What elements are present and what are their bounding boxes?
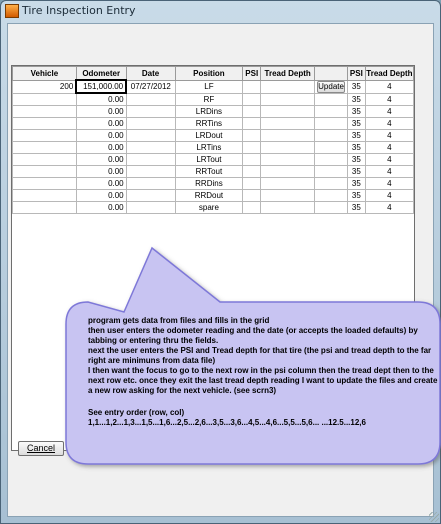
min-tread-depth-cell[interactable]: 4 (365, 105, 413, 117)
min-psi-cell[interactable]: 35 (347, 141, 365, 153)
odometer-cell[interactable]: 0.00 (76, 165, 126, 177)
odometer-cell[interactable]: 0.00 (76, 117, 126, 129)
position-cell[interactable]: LF (175, 80, 243, 93)
min-tread-depth-cell[interactable]: 4 (365, 141, 413, 153)
cancel-button[interactable]: Cancel (18, 441, 64, 456)
position-cell[interactable]: RF (175, 93, 243, 105)
position-cell[interactable]: LRDins (175, 105, 243, 117)
min-tread-depth-cell[interactable]: 4 (365, 117, 413, 129)
col-header-min-psi[interactable]: PSI (347, 67, 365, 81)
odometer-cell[interactable]: 0.00 (76, 177, 126, 189)
min-psi-cell[interactable]: 35 (347, 177, 365, 189)
callout-line: next the user enters the PSI and Tread depth for that tire (the psi and tread depth to the far right are minimuns from data file) (88, 346, 432, 365)
odometer-cell[interactable]: 0.00 (76, 93, 126, 105)
min-psi-cell[interactable]: 35 (347, 201, 365, 213)
min-psi-cell[interactable]: 35 (347, 153, 365, 165)
min-psi-cell[interactable]: 35 (347, 189, 365, 201)
min-psi-cell[interactable]: 35 (347, 105, 365, 117)
min-psi-cell[interactable]: 35 (347, 80, 365, 93)
col-header-min-tread-depth[interactable]: Tread Depth (365, 67, 413, 81)
callout-line: then user enters the odometer reading and the date (or accepts the loaded defaults) by tabbing or entering thru the fields. (88, 326, 418, 345)
position-cell[interactable]: RRDout (175, 189, 243, 201)
resize-grip-icon[interactable] (429, 512, 439, 522)
min-psi-cell[interactable]: 35 (347, 165, 365, 177)
min-tread-depth-cell[interactable]: 4 (365, 93, 413, 105)
min-tread-depth-cell[interactable]: 4 (365, 80, 413, 93)
odometer-cell[interactable]: 0.00 (76, 189, 126, 201)
position-cell[interactable]: RRDins (175, 177, 243, 189)
position-cell[interactable]: RRTins (175, 117, 243, 129)
min-psi-cell[interactable]: 35 (347, 117, 365, 129)
odometer-cell[interactable]: 0.00 (76, 129, 126, 141)
date-cell[interactable]: 07/27/2012 (126, 80, 175, 93)
window-title: Tire Inspection Entry (22, 4, 136, 17)
position-cell[interactable]: RRTout (175, 165, 243, 177)
odometer-cell[interactable]: 0.00 (76, 105, 126, 117)
min-tread-depth-cell[interactable]: 4 (365, 201, 413, 213)
odometer-cell[interactable]: 0.00 (76, 141, 126, 153)
min-tread-depth-cell[interactable]: 4 (365, 129, 413, 141)
min-tread-depth-cell[interactable]: 4 (365, 189, 413, 201)
callout-line: I then want the focus to go to the next row in the psi column then the tread dept then to the next row etc. once they exit the last tread depth reading I want to update the files and create a new row asking for the next vehicle. (see scrn3) (88, 366, 438, 395)
min-tread-depth-cell[interactable]: 4 (365, 153, 413, 165)
min-psi-cell[interactable]: 35 (347, 129, 365, 141)
entry-order-title: See entry order (row, col) (88, 408, 185, 417)
callout-line: program gets data from files and fills in the grid (88, 316, 270, 325)
position-cell[interactable]: LRTout (175, 153, 243, 165)
min-psi-cell[interactable]: 35 (347, 93, 365, 105)
col-header-date[interactable]: Date (126, 67, 175, 81)
col-header-position[interactable]: Position (175, 67, 243, 81)
col-header-vehicle[interactable]: Vehicle (13, 67, 77, 81)
callout-text (88, 316, 441, 428)
position-cell[interactable]: LRTins (175, 141, 243, 153)
min-tread-depth-cell[interactable]: 4 (365, 165, 413, 177)
position-cell[interactable]: LRDout (175, 129, 243, 141)
position-cell[interactable]: spare (175, 201, 243, 213)
col-header-odometer[interactable]: Odometer (76, 67, 126, 81)
min-tread-depth-cell[interactable]: 4 (365, 177, 413, 189)
odometer-cell[interactable]: 151,000.00 (76, 80, 126, 93)
update-button[interactable]: Update (318, 81, 344, 91)
entry-order-sequence: 1,1...1,2...1,3...1,5...1,6...2,5...2,6...3,5...3,6...4,5...4,6...5,5...5,6... ...12.5...12,6 (88, 418, 366, 427)
odometer-cell[interactable]: 0.00 (76, 153, 126, 165)
col-header-psi[interactable]: PSI (243, 67, 261, 81)
odometer-cell[interactable]: 0.00 (76, 201, 126, 213)
vehicle-cell[interactable]: 200 (13, 80, 77, 93)
col-header-tread-depth[interactable]: Tread Depth (261, 67, 315, 81)
